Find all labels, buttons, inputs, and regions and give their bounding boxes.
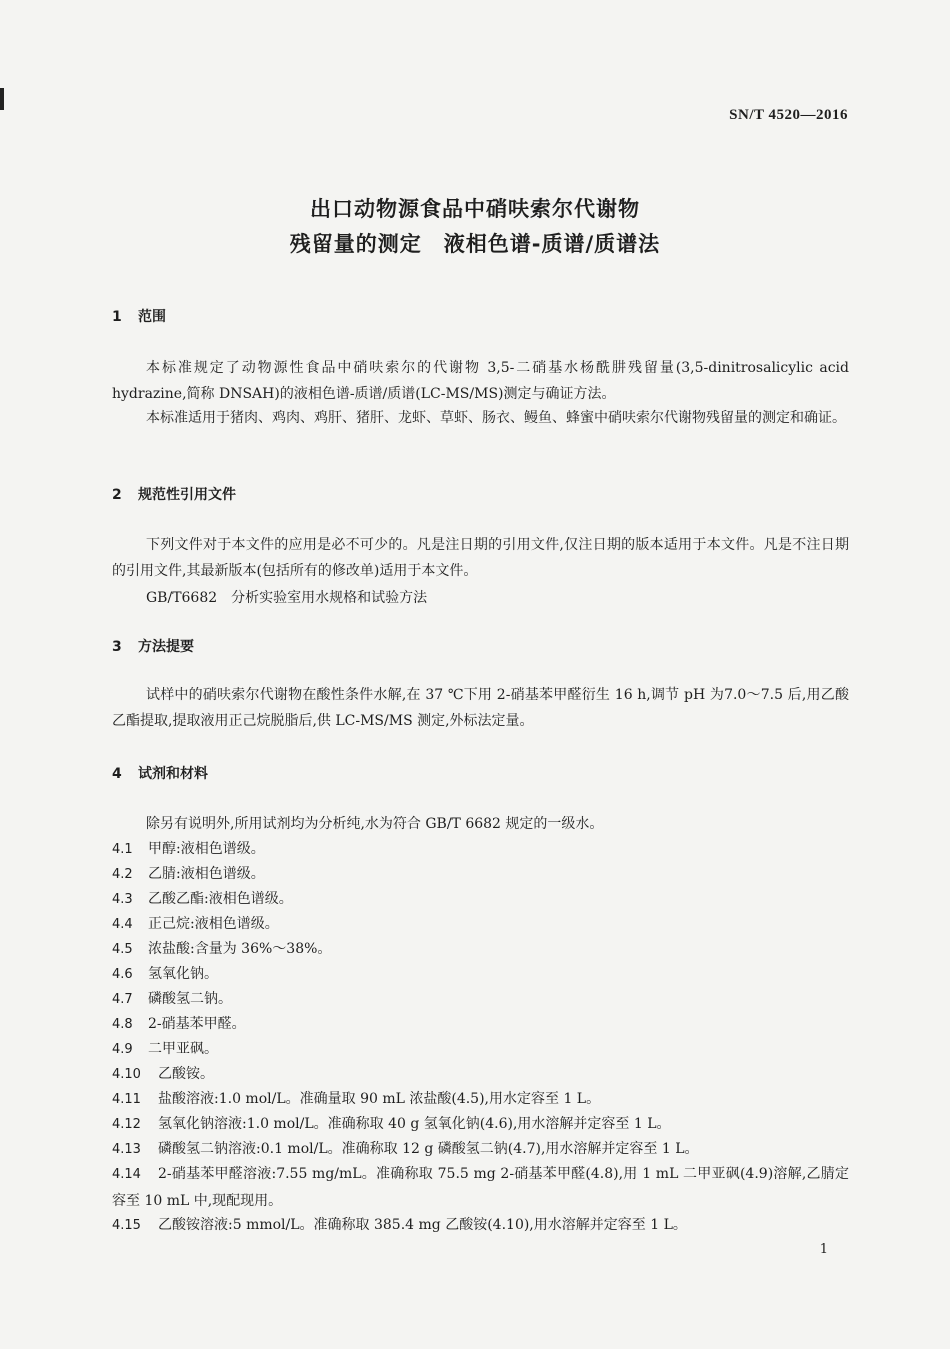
reference-entry: GB/T6682 分析实验室用水规格和试验方法 (146, 590, 428, 606)
item-number: 4.8 (112, 1017, 133, 1032)
list-item (112, 1061, 849, 1088)
section-title: 规范性引用文件 (138, 487, 236, 503)
item-text: 2-硝基苯甲醛。 (148, 1016, 246, 1032)
item-text: 乙酸铵溶液:5 mmol/L。准确称取 385.4 mg 乙酸铵(4.10),用水溶解并定容至 1 L。 (158, 1217, 687, 1233)
list-item (112, 1212, 849, 1239)
item-number: 4.11 (112, 1092, 141, 1107)
item-number: 4.9 (112, 1042, 133, 1057)
paragraph: 试样中的硝呋索尔代谢物在酸性条件水解,在 37 ℃下用 2-硝基苯甲醛衍生 16 h,调节 pH 为7.0～7.5 后,用乙酸乙酯提取,提取液用正己烷脱脂后,供 LC-MS/MS 测定,外标法定量。 (112, 687, 849, 729)
list-item (112, 836, 849, 863)
list-item (112, 961, 849, 988)
list-item (112, 986, 849, 1013)
list-item (112, 1086, 849, 1113)
section-title: 范围 (138, 309, 166, 325)
item-number: 4.13 (112, 1142, 141, 1157)
paragraph: 除另有说明外,所用试剂均为分析纯,水为符合 GB/T 6682 规定的一级水。 (146, 816, 604, 832)
item-number: 4.6 (112, 967, 133, 982)
item-number: 4.3 (112, 892, 133, 907)
item-text: 磷酸氢二钠溶液:0.1 mol/L。准确称取 12 g 磷酸氢二钠(4.7),用水溶解并定容至 1 L。 (158, 1141, 699, 1157)
item-number: 4.14 (112, 1167, 141, 1182)
paragraph: 本标准适用于猪肉、鸡肉、鸡肝、猪肝、龙虾、草虾、肠衣、鳗鱼、蜂蜜中硝呋索尔代谢物残留量的测定和确证。 (146, 410, 846, 426)
item-number: 4.15 (112, 1218, 141, 1233)
section-title: 试剂和材料 (138, 766, 208, 782)
list-item (112, 861, 849, 888)
item-text: 正己烷:液相色谱级。 (148, 916, 279, 932)
item-text: 乙酸铵。 (158, 1066, 214, 1082)
item-text: 2-硝基苯甲醛溶液:7.55 mg/mL。准确称取 75.5 mg 2-硝基苯甲醛(4.8),用 1 mL 二甲亚砜(4.9)溶解,乙腈定容至 10 mL 中,现配现用。 (112, 1166, 849, 1209)
item-text: 甲醇:液相色谱级。 (148, 841, 265, 857)
item-number: 4.2 (112, 867, 133, 882)
section-number: 3 (112, 639, 122, 655)
item-text: 乙酸乙酯:液相色谱级。 (148, 891, 293, 907)
item-text: 浓盐酸:含量为 36%～38%。 (148, 941, 332, 957)
section-number: 1 (112, 309, 122, 325)
item-number: 4.10 (112, 1067, 141, 1082)
page-number: 1 (819, 1242, 828, 1257)
list-item (112, 1111, 849, 1138)
item-number: 4.7 (112, 992, 133, 1007)
section-title: 方法提要 (138, 639, 194, 655)
section-heading-method-summary (112, 636, 194, 656)
section-heading-reagents (112, 763, 208, 783)
section-heading-normative-references (112, 484, 236, 504)
list-item (112, 1161, 849, 1214)
section-number: 2 (112, 487, 122, 503)
item-text: 二甲亚砜。 (148, 1041, 218, 1057)
scan-edge-mark (0, 88, 4, 110)
paragraph: 本标准规定了动物源性食品中硝呋索尔的代谢物 3,5-二硝基水杨酰肼残留量(3,5-dinitrosalicylic acid hydrazine,简称 DNSAH)的液相色谱-质谱/质谱(LC-MS/MS)测定与确证方法。 (112, 360, 849, 402)
item-number: 4.12 (112, 1117, 141, 1132)
list-item (112, 936, 849, 963)
list-item (112, 1011, 849, 1038)
section-number: 4 (112, 766, 122, 782)
list-item (112, 1036, 849, 1063)
standard-code: SN/T 4520—2016 (729, 107, 848, 123)
item-text: 氢氧化钠溶液:1.0 mol/L。准确称取 40 g 氢氧化钠(4.6),用水溶解并定容至 1 L。 (158, 1116, 671, 1132)
item-number: 4.1 (112, 842, 133, 857)
list-item (112, 911, 849, 938)
section-heading-scope (112, 306, 166, 326)
item-number: 4.4 (112, 917, 133, 932)
document-title-line-2: 残留量的测定 液相色谱-质谱/质谱法 (289, 232, 661, 256)
item-text: 氢氧化钠。 (148, 966, 218, 982)
paragraph: 下列文件对于本文件的应用是必不可少的。凡是注日期的引用文件,仅注日期的版本适用于本文件。凡是不注日期的引用文件,其最新版本(包括所有的修改单)适用于本文件。 (112, 537, 849, 579)
list-item (112, 1136, 849, 1163)
item-text: 盐酸溶液:1.0 mol/L。准确量取 90 mL 浓盐酸(4.5),用水定容至 1 L。 (158, 1091, 601, 1107)
item-number: 4.5 (112, 942, 133, 957)
document-title-line-1: 出口动物源食品中硝呋索尔代谢物 (310, 197, 640, 221)
item-text: 乙腈:液相色谱级。 (148, 866, 265, 882)
item-text: 磷酸氢二钠。 (148, 991, 232, 1007)
list-item (112, 886, 849, 913)
